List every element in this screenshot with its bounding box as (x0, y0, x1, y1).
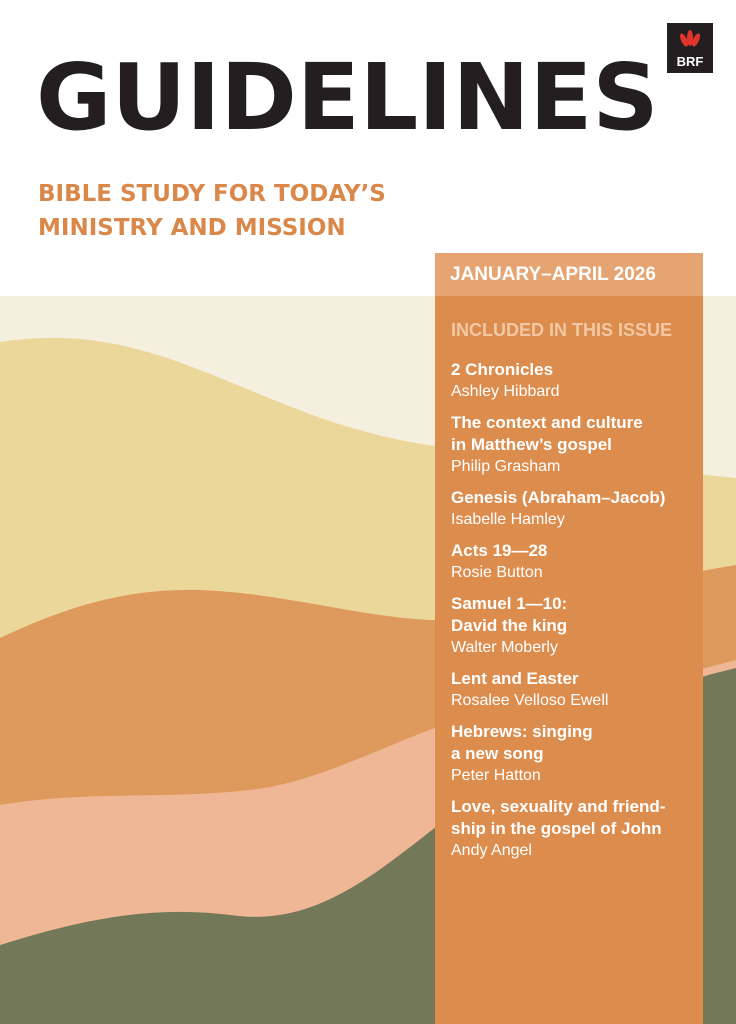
list-item (451, 540, 693, 583)
item-title: Lent and Easter (451, 669, 579, 688)
logo-text: BRF (676, 54, 704, 69)
list-item (451, 721, 693, 786)
item-title: Hebrews: singing a new song (451, 722, 593, 763)
book-subtitle: BIBLE STUDY FOR TODAY’S MINISTRY AND MISSION (38, 181, 386, 241)
item-author: Rosie Button (451, 564, 543, 581)
issue-dates: JANUARY–APRIL 2026 (435, 253, 703, 296)
publisher-logo (667, 23, 713, 73)
item-author: Andy Angel (451, 842, 532, 859)
list-item (451, 796, 693, 861)
item-author: Peter Hatton (451, 767, 541, 784)
list-item (451, 359, 693, 402)
list-item (451, 412, 693, 477)
item-title: 2 Chronicles (451, 360, 554, 379)
item-title: Samuel 1—10: David the king (451, 594, 568, 635)
item-author: Ashley Hibbard (451, 383, 560, 400)
item-title: Love, sexuality and friend- ship in the gospel of John (451, 797, 666, 838)
contents-list (435, 359, 703, 861)
list-item (451, 668, 693, 711)
item-title: Genesis (Abraham–Jacob) (451, 488, 666, 507)
item-author: Rosalee Velloso Ewell (451, 692, 609, 709)
leaf-icon (678, 29, 702, 49)
list-item (451, 593, 693, 658)
item-author: Isabelle Hamley (451, 511, 565, 528)
item-title: Acts 19—28 (451, 541, 548, 560)
item-author: Walter Moberly (451, 639, 558, 656)
contents-panel (435, 253, 703, 1024)
item-title: The context and culture in Matthew’s gospel (451, 413, 643, 454)
book-title: GUIDELINES (36, 44, 659, 151)
list-item (451, 487, 693, 530)
item-author: Philip Grasham (451, 458, 561, 475)
contents-heading: INCLUDED IN THIS ISSUE (451, 320, 673, 340)
